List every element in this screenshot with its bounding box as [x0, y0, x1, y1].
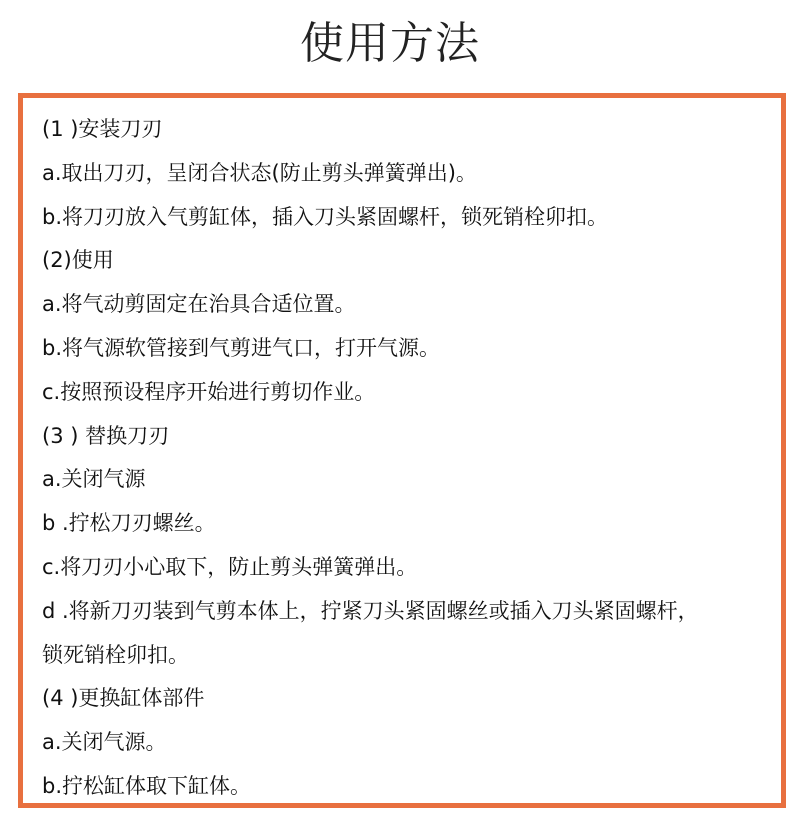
- instruction-step: b.将气源软管接到气剪进气口，打开气源。: [42, 335, 441, 360]
- instruction-step: a.将气动剪固定在治具合适位置。: [42, 292, 356, 317]
- instruction-step: a.关闭气源。: [42, 730, 167, 755]
- instruction-step: b.将刀刃放入气剪缸体，插入刀头紧固螺杆，锁死销栓卯扣。: [42, 204, 609, 229]
- instruction-step: c.将刀刃小心取下，防止剪头弹簧弹出。: [42, 554, 418, 579]
- page-title: 使用方法: [300, 18, 480, 69]
- instructions-box: [18, 93, 786, 808]
- section-heading-replace-cylinder: (4 )更换缸体部件: [42, 686, 205, 711]
- instruction-step: c.按照预设程序开始进行剪切作业。: [42, 379, 376, 404]
- instruction-step-continuation: 锁死销栓卯扣。: [42, 642, 189, 667]
- section-heading-install-blade: (1 )安装刀刃: [42, 117, 163, 141]
- section-heading-replace-blade: (3 ) 替换刀刃: [42, 423, 170, 448]
- instruction-step: b .拧松刀刃螺丝。: [42, 511, 216, 536]
- instruction-step: a.取出刀刃，呈闭合状态(防止剪头弹簧弹出)。: [42, 160, 477, 185]
- instruction-step: a.关闭气源: [42, 467, 146, 492]
- instruction-list: [42, 108, 772, 809]
- instruction-step: d .将新刀刃装到气剪本体上，拧紧刀头紧固螺丝或插入刀头紧固螺杆，: [42, 598, 699, 623]
- instruction-step: b.拧松缸体取下缸体。: [42, 773, 252, 798]
- section-heading-usage: (2)使用: [42, 248, 114, 273]
